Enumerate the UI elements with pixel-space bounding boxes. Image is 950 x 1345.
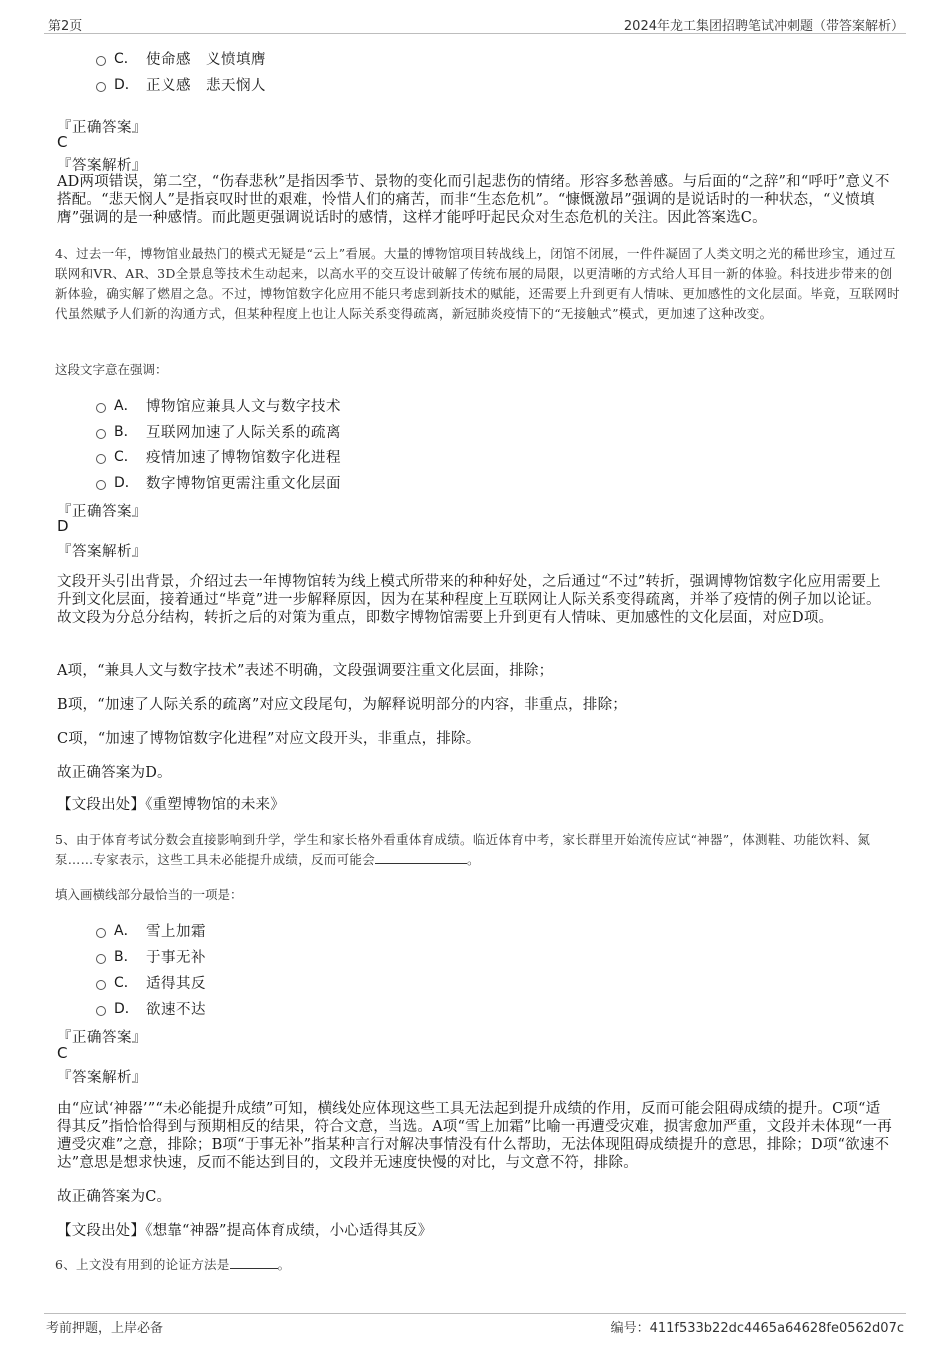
radio-icon[interactable] (96, 403, 106, 413)
q3-answer-label: 『正确答案』 (57, 120, 147, 136)
page-footer (44, 1313, 906, 1336)
radio-icon[interactable] (96, 429, 106, 439)
fill-blank (230, 1256, 278, 1269)
q4-stem: 4、过去一年，博物馆业最热门的模式无疑是“云上”看展。大量的博物馆项目转战线上，闭馆不闭展，一件件凝固了人类文明之光的稀世珍宝，通过互联网和VR、AR、3D全景息等技术生动起来，以高水平的交互设计破解了传统布展的局限，以更清晰的方式给人耳目一新的体验。科技进步带来的创新体验，确实解了燃眉之急。不过，博物馆数字化应用不能只考虑到新技术的赋能，还需要上升到更有人情味、更加感性的文化层面。毕竟，互联网时代虽然赋予人们新的沟通方式，但某种程度上也让人际关系变得疏离，新冠肺炎疫情下的“无接触式”模式，更加速了这种改变。 (55, 246, 900, 321)
footer-slogan: 考前押题，上岸必备 (46, 1321, 164, 1336)
document-title: 2024年龙工集团招聘笔试冲刺题（带答案解析） (623, 19, 904, 34)
radio-icon[interactable] (96, 454, 106, 464)
radio-icon[interactable] (96, 480, 106, 490)
radio-icon[interactable] (96, 928, 106, 938)
fill-blank (375, 851, 467, 864)
page-number: 第2页 (48, 19, 83, 34)
q3-analysis: AD两项错误，第二空，“伤春悲秋”是指因季节、景物的变化而引起悲伤的情绪。形容多愁善感。与后面的“之辞”和“呼吁”意义不搭配。“悲天悯人”是指哀叹时世的艰难，怜惜人们的痛苦，而非“生态危机”。“慷慨激昂”强调的是说话时的一种状态，“义愤填膺”强调的是一种感情。而此题更强调说话时的感情，这样才能呼吁起民众对生态危机的关注。因此答案选C。 (57, 174, 890, 226)
q5-answer: C (57, 1044, 68, 1062)
q5-analysis-label: 『答案解析』 (57, 1070, 147, 1086)
q4-source: 【文段出处】《重塑博物馆的未来》 (57, 797, 285, 813)
document-id: 编号：411f533b22dc4465a64628fe0562d07c (610, 1321, 904, 1336)
q5-answer-label: 『正确答案』 (57, 1030, 147, 1046)
page-header (44, 11, 906, 34)
q4-answer-label: 『正确答案』 (57, 504, 147, 520)
q3-analysis-label: 『答案解析』 (57, 158, 147, 174)
q4-answer: D (57, 517, 69, 535)
q4-analysis-b: B项，“加速了人际关系的疏离”对应文段尾句，为解释说明部分的内容，非重点，排除； (57, 697, 627, 713)
q5-source: 【文段出处】《想靠“神器”提高体育成绩，小心适得其反》 (57, 1223, 433, 1239)
q5-conclusion: 故正确答案为C。 (57, 1189, 172, 1205)
radio-icon[interactable] (96, 954, 106, 964)
q4-conclusion: 故正确答案为D。 (57, 765, 172, 781)
q5-analysis-main: 由“应试‘神器’”“未必能提升成绩”可知，横线处应体现这些工具无法起到提升成绩的作用，反而可能会阻碍成绩的提升。C项“适得其反”指恰恰得到与预期相反的结果，符合文意，当选。A项“雪上加霜”比喻一再遭受灾难，损害愈加严重，文段并未体现“一再遭受灾难”之意，排除；B项“于事无补”指某种言行对解决事情没有什么帮助，无法体现阻碍成绩提升的意思，排除；D项“欲速不达”意思是想求快速，反而不能达到目的，文段并无速度快慢的对比，与文意不符，排除。 (57, 1101, 892, 1171)
radio-icon[interactable] (96, 56, 106, 66)
q4-prompt: 这段文字意在强调： (55, 362, 168, 377)
radio-icon[interactable] (96, 980, 106, 990)
q5-prompt: 填入画横线部分最恰当的一项是： (55, 887, 243, 902)
q4-analysis-main: 文段开头引出背景，介绍过去一年博物馆转为线上模式所带来的种种好处，之后通过“不过”转折，强调博物馆数字化应用需要上升到文化层面，接着通过“毕竟”进一步解释原因，因为在某种程度上互联网让人际关系变得疏离，并举了疫情的例子加以论证。故文段为分总分结构，转折之后的对策为重点，即数字博物馆需要上升到更有人情味、更加感性的文化层面，对应D项。 (57, 574, 881, 626)
q3-answer: C (57, 133, 68, 151)
radio-icon[interactable] (96, 82, 106, 92)
q4-analysis-c: C项，“加速了博物馆数字化进程”对应文段开头，非重点，排除。 (57, 731, 481, 747)
q4-analysis-label: 『答案解析』 (57, 544, 147, 560)
radio-icon[interactable] (96, 1006, 106, 1016)
q5-stem: 5、由于体育考试分数会直接影响到升学，学生和家长格外看重体育成绩。临近体育中考，家长群里开始流传应试“神器”，体测鞋、功能饮料、氮泵……专家表示，这些工具未必能提升成绩，反而可能会 。 (55, 832, 871, 867)
q6-stem: 6、上文没有用到的论证方法是 。 (55, 1257, 291, 1272)
q4-analysis-a: A项，“兼具人文与数字技术”表述不明确，文段强调要注重文化层面，排除； (57, 663, 554, 679)
